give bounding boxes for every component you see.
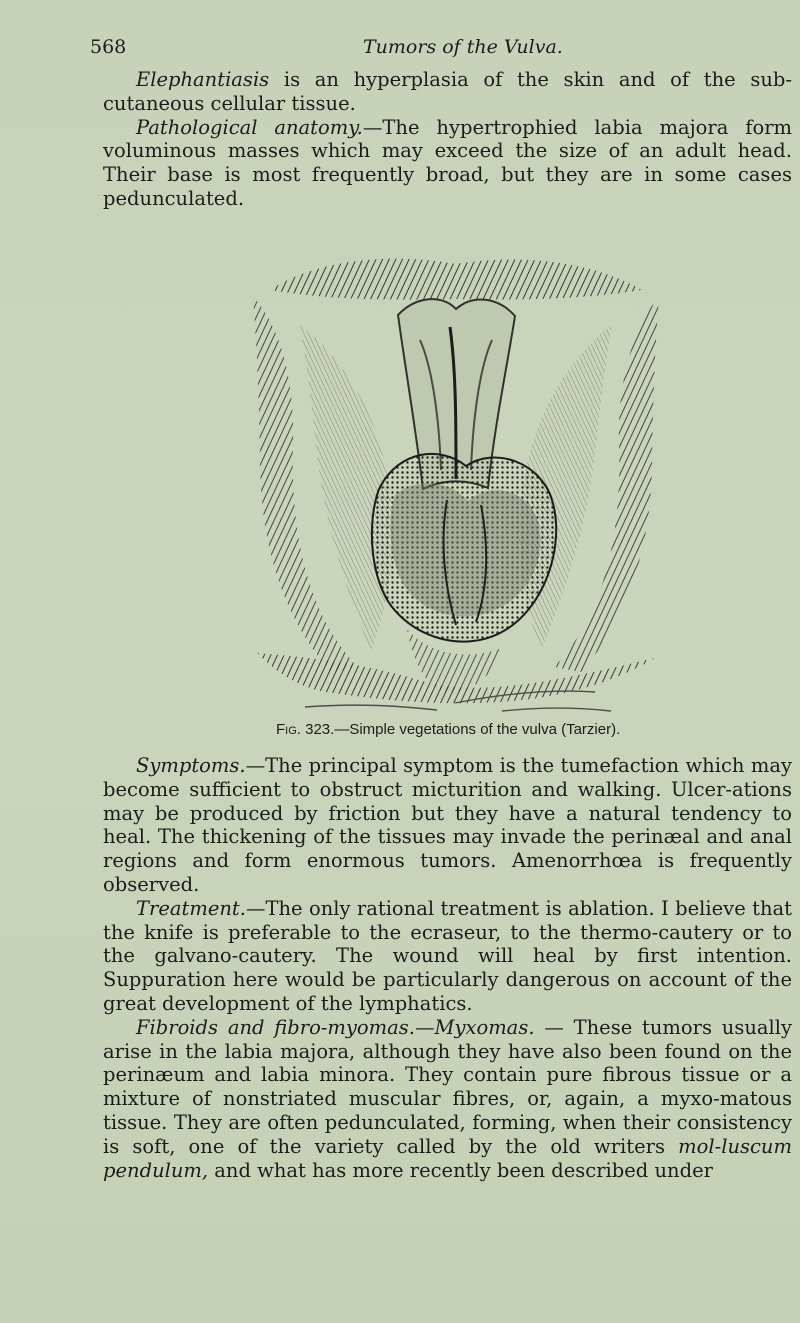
page-number: 568 bbox=[90, 36, 127, 58]
paragraph-pathological-anatomy bbox=[103, 116, 792, 211]
figure-label: Fig. 323. bbox=[276, 721, 335, 738]
paragraph-body: — These tumors usually arise in the labia majora, although they have also been found on the perinæum and labia minora. They contain pure fibrous tissue or a mixture of nonstriated muscular fibres, or, again, a myxo-matous tissue. They are often pedunculated, forming, when their consistency is soft, one of the variety called by the old writers bbox=[103, 1015, 793, 1158]
running-head bbox=[90, 35, 710, 59]
paragraph-term: mol-luscum pendulum, bbox=[103, 1134, 792, 1182]
upper-text-block bbox=[103, 68, 792, 211]
paragraph-body: —The hypertrophied labia majora form voluminous masses which may exceed the size of an adult head. Their base is most frequently broad, but they are in some cases pedunculated. bbox=[103, 115, 793, 210]
lower-text-block bbox=[103, 754, 792, 1182]
paragraph-treatment bbox=[103, 897, 792, 1016]
running-title: Tumors of the Vulva. bbox=[363, 36, 563, 58]
paragraph-body: —The only rational treatment is ablation. I believe that the knife is preferable to the ecraseur, to the thermo-cautery or to the galvano-cautery. The wound will heal by first intention. Suppuration here would be particularly dangerous on account of the great development of the lymphatics. bbox=[103, 896, 792, 1015]
paragraph-lead: Pathological anatomy. bbox=[136, 115, 363, 139]
paragraph-body: is an hyperplasia of the skin and of the sub-cutaneous cellular tissue. bbox=[103, 68, 792, 115]
paragraph-ending: and what has more recently been described under bbox=[208, 1158, 713, 1182]
paragraph-fibroids bbox=[103, 1016, 792, 1183]
paragraph-lead: Fibroids and fibro-myomas.—Myxomas. bbox=[136, 1015, 535, 1039]
vulva-vegetations-engraving bbox=[245, 255, 667, 715]
figure-caption bbox=[276, 721, 686, 739]
paragraph-body: —The principal symptom is the tumefaction which may become sufficient to obstruct micturition and walking. Ulcer-ations may be produced by friction but they have a natural tendency to heal. The thickening of the tissues may invade the perinæal and anal regions and form enormous tumors. Amenorrhœa is frequently observed. bbox=[103, 754, 792, 896]
paragraph-lead: Symptoms. bbox=[136, 754, 246, 777]
anatomical-illustration bbox=[245, 255, 667, 715]
paragraph-elephantiasis bbox=[103, 68, 792, 116]
paragraph-symptoms bbox=[103, 754, 792, 897]
paragraph-lead: Treatment. bbox=[136, 896, 246, 920]
figure-caption-text: —Simple vegetations of the vulva (Tarzier). bbox=[334, 721, 621, 738]
paragraph-lead: Elephantiasis bbox=[136, 68, 270, 91]
